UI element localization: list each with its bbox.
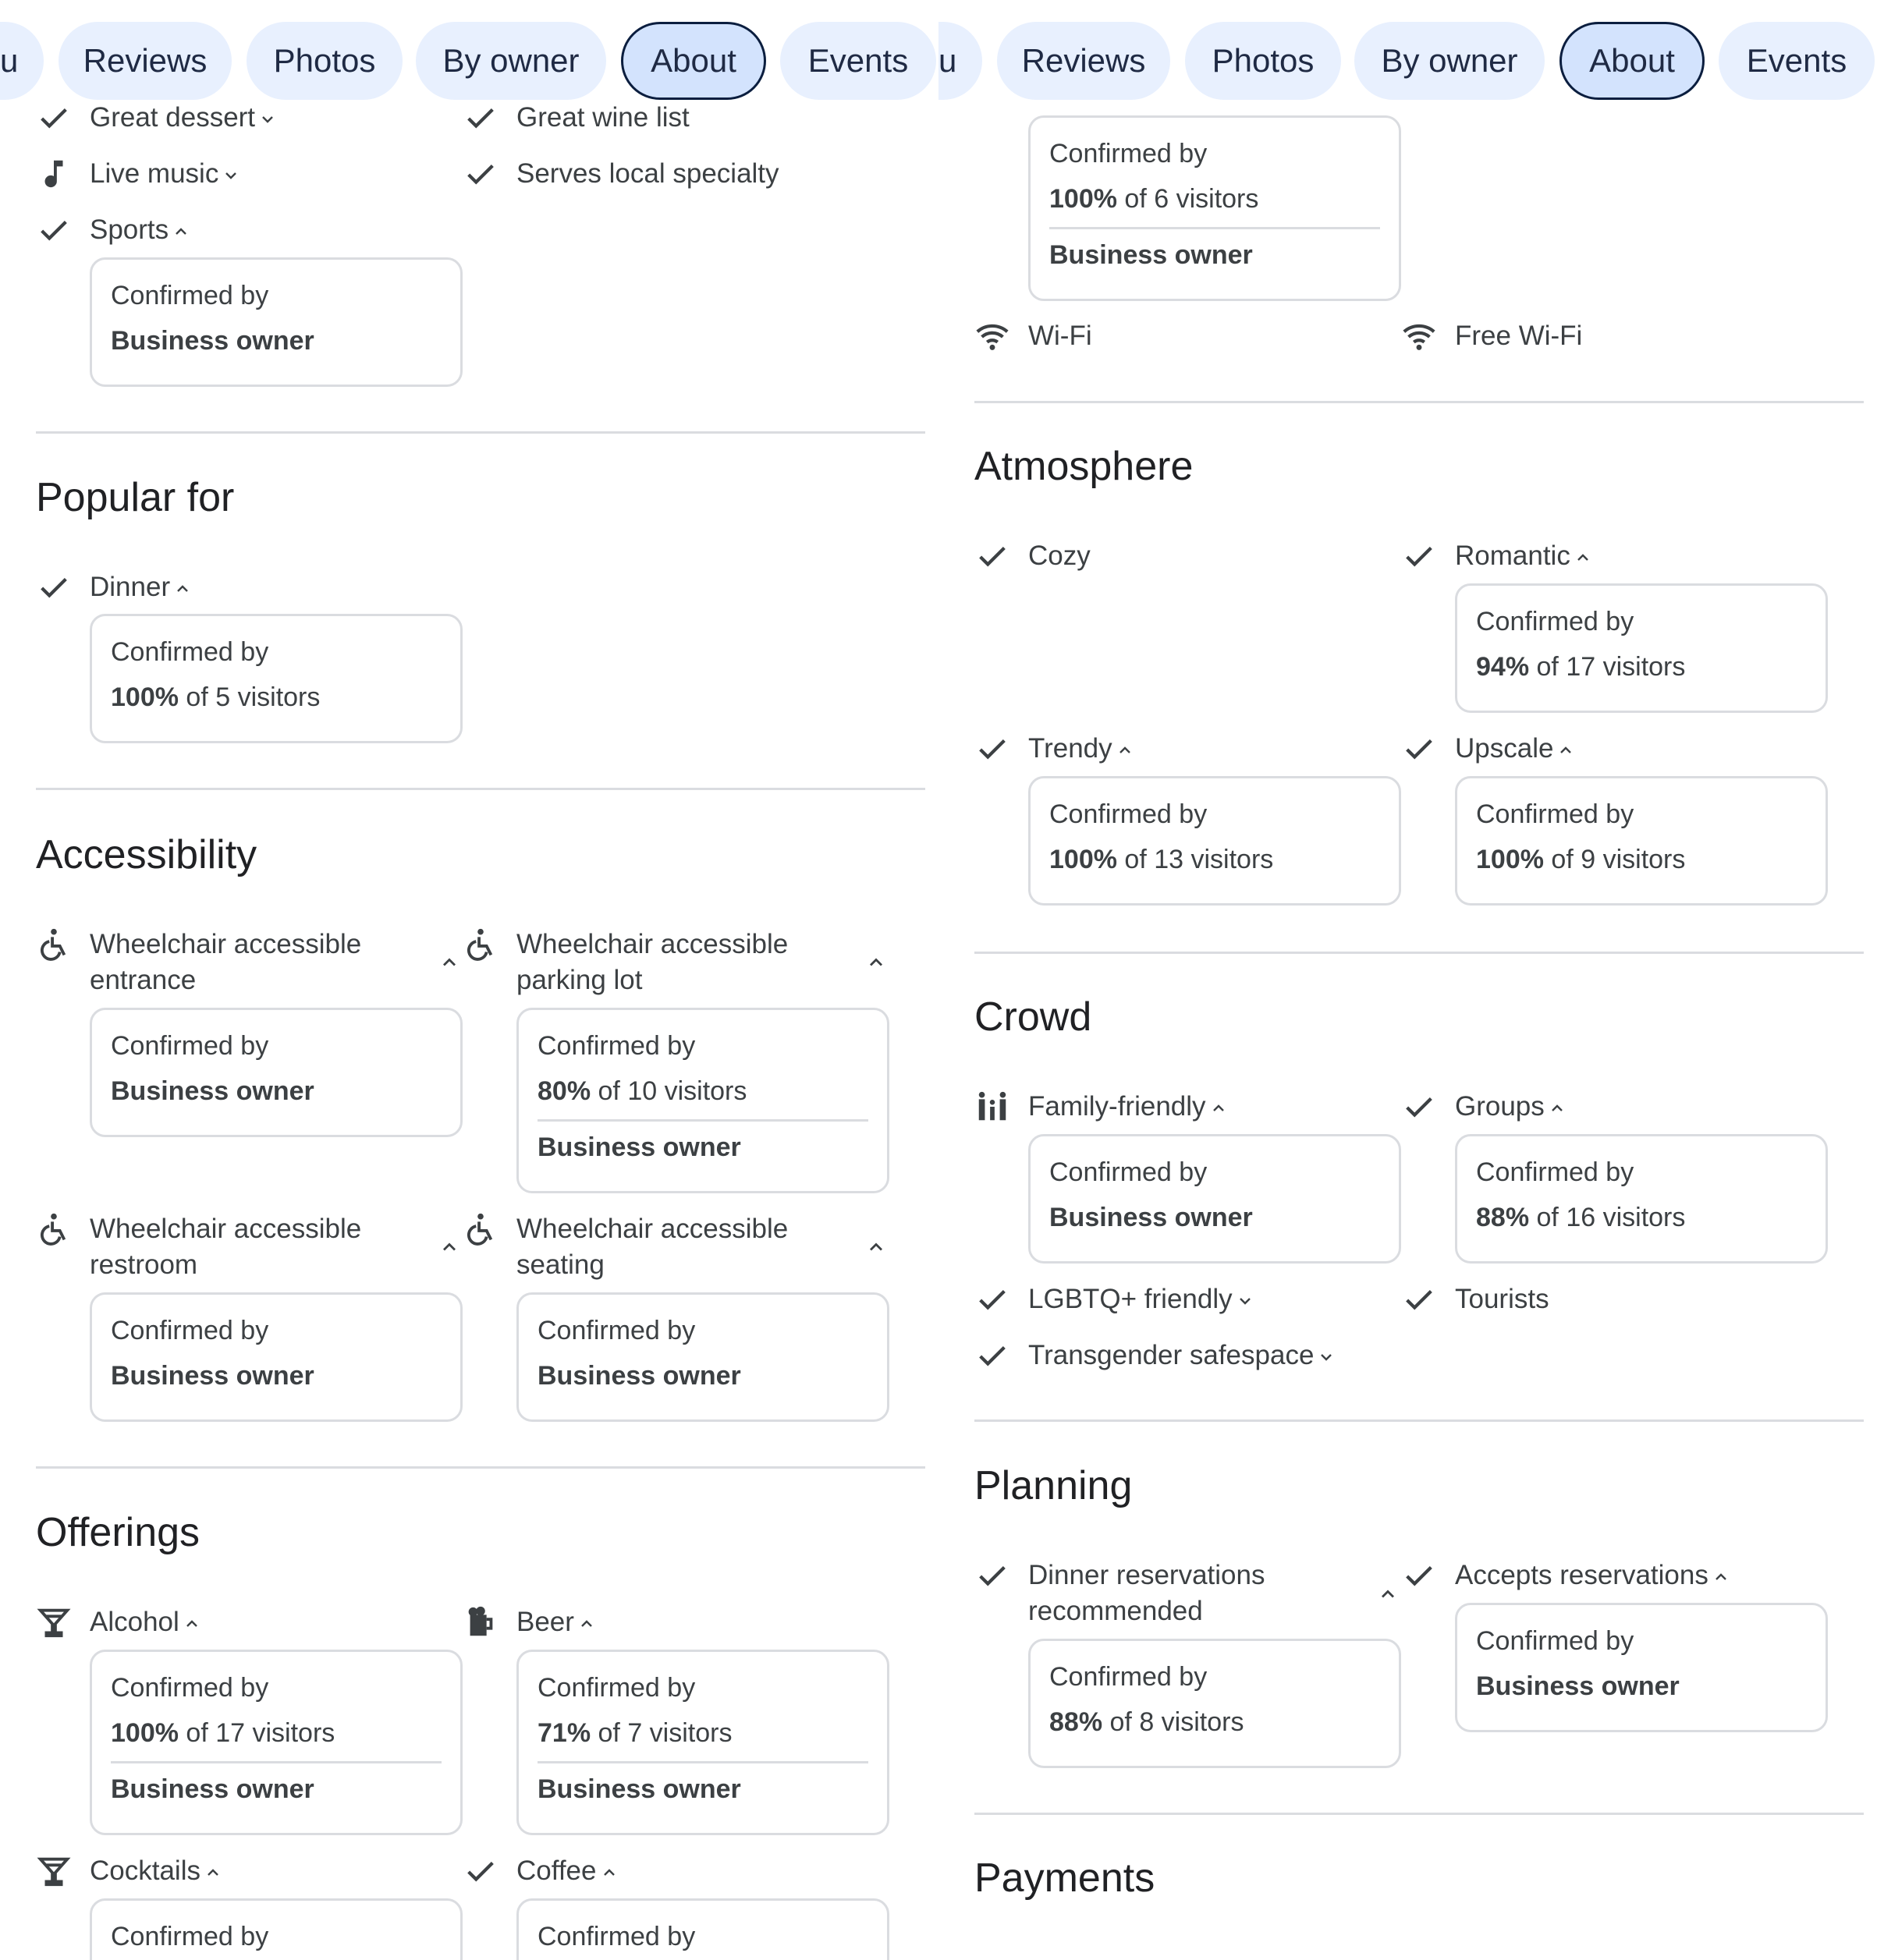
tab-reviews[interactable]: Reviews	[997, 22, 1170, 100]
confirmed-by-label: Confirmed by	[1049, 799, 1208, 829]
tab-photos[interactable]: Photos	[1185, 22, 1341, 100]
attr-cocktails[interactable]: Cocktails	[90, 1853, 222, 1889]
attr-romantic[interactable]: Romantic	[1455, 538, 1592, 574]
attr-great-wine-list: Great wine list	[516, 102, 690, 133]
chevron-down-icon	[222, 166, 240, 185]
divider	[974, 952, 1864, 954]
wheelchair-icon	[36, 1211, 72, 1247]
business-owner-label: Business owner	[111, 1774, 314, 1804]
chevron-up-icon[interactable]	[438, 952, 460, 973]
confirmed-by-label: Confirmed by	[538, 1031, 696, 1061]
confirmed-by-label: Confirmed by	[111, 1673, 269, 1703]
confirmation-card	[516, 1292, 889, 1422]
check-icon	[463, 100, 499, 136]
section-title-payments: Payments	[974, 1855, 1155, 1901]
chevron-up-icon	[1712, 1568, 1730, 1586]
confirmation-card	[1455, 583, 1828, 713]
cocktail-glass-icon	[36, 1853, 72, 1889]
confirmation-card	[1028, 776, 1401, 906]
confirmation-card	[1028, 1639, 1401, 1768]
chevron-up-icon	[183, 1614, 201, 1633]
confirmed-by-label: Confirmed by	[111, 1031, 269, 1061]
business-owner-label: Business owner	[1049, 240, 1253, 270]
check-icon	[463, 1853, 499, 1889]
visitor-stat: 80% of 10 visitors	[538, 1076, 747, 1106]
tab-events[interactable]: Events	[780, 22, 936, 100]
confirmed-by-label: Confirmed by	[538, 1673, 696, 1703]
chevron-down-icon	[258, 110, 277, 129]
check-icon	[36, 100, 72, 136]
attr-lgbtq-friendly[interactable]: LGBTQ+ friendly	[1028, 1281, 1254, 1317]
business-owner-label: Business owner	[538, 1774, 741, 1804]
confirmation-card	[516, 1650, 889, 1835]
visitor-stat: 100% of 6 visitors	[1049, 184, 1259, 214]
confirmed-by-label: Confirmed by	[1476, 607, 1634, 636]
chevron-up-icon	[577, 1614, 596, 1633]
attr-family-friendly[interactable]: Family-friendly	[1028, 1089, 1228, 1125]
confirmation-card	[90, 1292, 463, 1422]
attr-trendy[interactable]: Trendy	[1028, 731, 1134, 767]
check-icon	[1401, 1281, 1437, 1317]
business-owner-label: Business owner	[538, 1361, 741, 1391]
confirmation-card	[90, 1008, 463, 1137]
confirmed-by-label: Confirmed by	[1049, 1157, 1208, 1187]
tab-by-owner[interactable]: By owner	[416, 22, 606, 100]
chevron-up-icon[interactable]	[438, 1236, 460, 1258]
chevron-up-icon	[1574, 548, 1592, 567]
tab-reviews[interactable]: Reviews	[59, 22, 232, 100]
chevron-up-icon	[172, 222, 190, 241]
card-separator	[1049, 227, 1380, 229]
confirmed-by-label: Confirmed by	[1049, 139, 1208, 168]
section-title-accessibility: Accessibility	[36, 832, 257, 877]
visitor-stat: 100% of 5 visitors	[111, 682, 321, 712]
chevron-up-icon[interactable]	[865, 952, 887, 973]
visitor-stat: 71% of 7 visitors	[538, 1718, 733, 1748]
confirmation-card	[90, 614, 463, 743]
tab-bar	[938, 0, 1877, 125]
chevron-up-icon[interactable]	[865, 1236, 887, 1258]
chevron-up-icon	[173, 579, 192, 598]
attr-groups[interactable]: Groups	[1455, 1089, 1567, 1125]
business-owner-label: Business owner	[1476, 1671, 1680, 1701]
chevron-down-icon	[1236, 1292, 1254, 1310]
chevron-up-icon	[1548, 1099, 1567, 1118]
confirmation-card	[90, 1898, 463, 1960]
divider	[36, 1466, 925, 1469]
attr-tourists: Tourists	[1455, 1284, 1549, 1314]
attr-accepts-reservations[interactable]: Accepts reservations	[1455, 1558, 1730, 1593]
chevron-up-icon	[1116, 741, 1134, 760]
confirmation-card	[1028, 115, 1401, 301]
section-title-popular-for: Popular for	[36, 475, 235, 520]
attr-cozy: Cozy	[1028, 541, 1091, 571]
confirmed-by-label: Confirmed by	[1476, 799, 1634, 829]
attr-dinner-reservations[interactable]: Dinner reservations recommended	[1028, 1560, 1265, 1626]
check-icon	[36, 569, 72, 605]
confirmed-by-label: Confirmed by	[1476, 1626, 1634, 1656]
business-owner-label: Business owner	[111, 1076, 314, 1106]
confirmed-by-label: Confirmed by	[538, 1316, 696, 1345]
confirmed-by-label: Confirmed by	[111, 1316, 269, 1345]
family-icon	[974, 1089, 1010, 1125]
confirmation-card	[90, 1650, 463, 1835]
visitor-stat: 100% of 9 visitors	[1476, 845, 1686, 874]
confirmed-by-label: Confirmed by	[111, 637, 269, 667]
chevron-down-icon	[1317, 1348, 1336, 1366]
divider	[974, 1419, 1864, 1422]
tab-photos[interactable]: Photos	[247, 22, 403, 100]
divider	[36, 431, 925, 434]
confirmation-card	[1455, 1134, 1828, 1264]
attr-wifi: Wi-Fi	[1028, 321, 1092, 351]
beer-mug-icon	[463, 1604, 499, 1640]
attr-serves-local-specialty: Serves local specialty	[516, 158, 779, 189]
music-note-icon	[36, 156, 72, 192]
check-icon	[974, 1338, 1010, 1373]
check-icon	[974, 1558, 1010, 1593]
check-icon	[463, 156, 499, 192]
wheelchair-icon	[463, 1211, 499, 1247]
confirmation-card	[1455, 1603, 1828, 1732]
chevron-up-icon	[204, 1863, 222, 1882]
visitor-stat: 100% of 17 visitors	[111, 1718, 335, 1748]
chevron-up-icon	[1209, 1099, 1228, 1118]
divider	[36, 788, 925, 790]
tab-menu-partial[interactable]: u	[0, 22, 44, 100]
wifi-icon	[1401, 318, 1437, 354]
check-icon	[1401, 1558, 1437, 1593]
tab-events[interactable]: Events	[1719, 22, 1875, 100]
chevron-up-icon[interactable]	[1377, 1583, 1399, 1605]
section-title-atmosphere: Atmosphere	[974, 444, 1194, 489]
tab-about[interactable]: About	[1559, 22, 1705, 100]
visitor-stat: 100% of 13 visitors	[1049, 845, 1274, 874]
confirmation-card	[1028, 1134, 1401, 1264]
confirmation-card	[516, 1898, 889, 1960]
tab-about[interactable]: About	[621, 22, 766, 100]
attr-dinner[interactable]: Dinner	[90, 569, 192, 605]
business-owner-label: Business owner	[538, 1132, 741, 1162]
visitor-stat: 94% of 17 visitors	[1476, 652, 1686, 682]
attr-wheelchair-seating[interactable]: Wheelchair accessible seating	[516, 1214, 789, 1280]
attr-wheelchair-restroom[interactable]: Wheelchair accessible restroom	[90, 1214, 362, 1280]
confirmed-by-label: Confirmed by	[111, 281, 269, 310]
card-separator	[538, 1119, 868, 1122]
section-title-crowd: Crowd	[974, 994, 1092, 1040]
confirmation-card	[90, 257, 463, 387]
section-title-offerings: Offerings	[36, 1510, 200, 1555]
left-screenshot	[0, 0, 938, 1960]
tab-menu-partial[interactable]: u	[938, 22, 982, 100]
attr-coffee[interactable]: Coffee	[516, 1853, 619, 1889]
check-icon	[974, 538, 1010, 574]
attr-beer[interactable]: Beer	[516, 1604, 596, 1640]
attr-alcohol[interactable]: Alcohol	[90, 1604, 201, 1640]
attr-transgender-safespace[interactable]: Transgender safespace	[1028, 1338, 1336, 1373]
section-title-planning: Planning	[974, 1463, 1133, 1508]
business-owner-label: Business owner	[111, 1361, 314, 1391]
divider	[974, 1813, 1864, 1815]
chevron-up-icon	[600, 1863, 619, 1882]
chevron-up-icon	[1556, 741, 1575, 760]
check-icon	[974, 731, 1010, 767]
visitor-stat: 88% of 8 visitors	[1049, 1707, 1244, 1737]
business-owner-label: Business owner	[1049, 1203, 1253, 1232]
check-icon	[1401, 538, 1437, 574]
confirmation-card	[516, 1008, 889, 1193]
divider	[974, 401, 1864, 403]
attr-wheelchair-parking[interactable]: Wheelchair accessible parking lot	[516, 929, 789, 995]
confirmation-card	[1455, 776, 1828, 906]
check-icon	[36, 212, 72, 248]
confirmed-by-label: Confirmed by	[1049, 1662, 1208, 1692]
visitor-stat: 88% of 16 visitors	[1476, 1203, 1686, 1232]
right-screenshot	[938, 0, 1877, 1960]
business-owner-label: Business owner	[111, 326, 314, 356]
attr-great-dessert[interactable]: Great dessert	[90, 100, 277, 136]
check-icon	[1401, 731, 1437, 767]
check-icon	[1401, 1089, 1437, 1125]
wheelchair-icon	[36, 927, 72, 962]
attr-wheelchair-entrance[interactable]: Wheelchair accessible entrance	[90, 929, 362, 995]
attr-free-wifi: Free Wi-Fi	[1455, 321, 1583, 351]
cocktail-glass-icon	[36, 1604, 72, 1640]
wifi-icon	[974, 318, 1010, 354]
confirmed-by-label: Confirmed by	[538, 1922, 696, 1951]
attr-upscale[interactable]: Upscale	[1455, 731, 1575, 767]
tab-by-owner[interactable]: By owner	[1354, 22, 1545, 100]
card-separator	[111, 1761, 442, 1763]
attr-live-music[interactable]: Live music	[90, 156, 240, 192]
check-icon	[974, 1281, 1010, 1317]
wheelchair-icon	[463, 927, 499, 962]
confirmed-by-label: Confirmed by	[1476, 1157, 1634, 1187]
confirmed-by-label: Confirmed by	[111, 1922, 269, 1951]
attr-sports[interactable]: Sports	[90, 212, 190, 248]
card-separator	[538, 1761, 868, 1763]
